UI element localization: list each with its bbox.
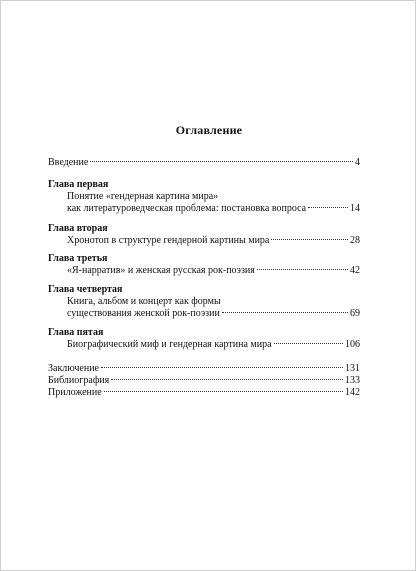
dot-leader (271, 239, 348, 240)
dot-leader (101, 367, 343, 368)
toc-entry-intro (48, 157, 360, 169)
toc-entry-label: «Я-нарратив» и женская русская рок-поэзия (67, 265, 255, 276)
dot-leader (257, 269, 348, 270)
toc-entry-label: Приложение (48, 387, 102, 398)
dot-leader (222, 312, 348, 313)
toc-entry-conclusion (48, 363, 360, 375)
toc-entry-label: Биографический миф и гендерная картина мира (67, 339, 272, 350)
toc-page-number: 142 (345, 387, 360, 398)
toc-entry-label: существования женской рок-поэзии (67, 308, 220, 319)
chapter-heading-4: Глава четвертая (48, 284, 123, 295)
chapter-4-title-line-1: Книга, альбом и концерт как формы (67, 296, 221, 307)
chapter-heading-1: Глава первая (48, 179, 109, 190)
chapter-heading-5: Глава пятая (48, 327, 104, 338)
chapter-heading-2: Глава вторая (48, 223, 108, 234)
toc-entry-label: Хронотоп в структуре гендерной картины мира (67, 235, 270, 246)
chapter-1-title-line-1: Понятие «гендерная картина мира» (67, 191, 219, 202)
toc-entry-chapter-3 (67, 265, 360, 277)
toc-entry-chapter-4 (67, 308, 360, 320)
toc-entry-appendix (48, 387, 360, 399)
toc-page-number: 69 (350, 308, 360, 319)
dot-leader (111, 379, 343, 380)
toc-entry-label: Библиография (48, 375, 110, 386)
dot-leader (308, 207, 348, 208)
toc-page-number: 133 (345, 375, 360, 386)
toc-page-number: 14 (350, 203, 360, 214)
toc-page-number: 131 (345, 363, 360, 374)
toc-entry-label: Заключение (48, 363, 99, 374)
toc-entry-chapter-2 (67, 235, 360, 247)
toc-page-number: 4 (355, 157, 360, 168)
toc-entry-chapter-5 (67, 339, 360, 351)
toc-page-number: 42 (350, 265, 360, 276)
dot-leader (90, 161, 353, 162)
toc-entry-label: Введение (48, 157, 89, 168)
toc-entry-chapter-1 (67, 203, 360, 215)
toc-page-number: 106 (345, 339, 360, 350)
dot-leader (104, 391, 343, 392)
toc-title: Оглавление (175, 123, 243, 137)
toc-entry-bibliography (48, 375, 360, 387)
dot-leader (274, 343, 343, 344)
toc-page-number: 28 (350, 235, 360, 246)
toc-entry-label: как литературоведческая проблема: постановка вопроса (67, 203, 307, 214)
chapter-heading-3: Глава третья (48, 253, 108, 264)
